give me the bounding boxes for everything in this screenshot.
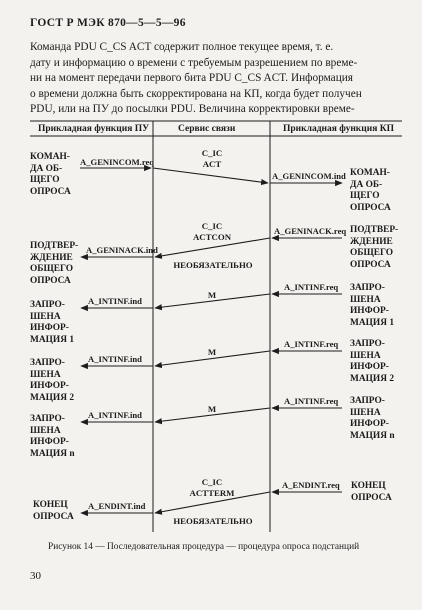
left-label-info-n bbox=[30, 414, 75, 460]
signal-genincom-ind: A_GENINCOM.ind bbox=[272, 171, 346, 181]
column-header-kp: Прикладная функция КП bbox=[283, 124, 395, 134]
column-header-service: Сервис связи bbox=[178, 124, 236, 134]
signal-intinf-ind-1: A_INTINF.ind bbox=[88, 296, 142, 306]
right-label-general-command bbox=[350, 168, 391, 214]
signal-endint-ind: A_ENDINT.ind bbox=[88, 501, 146, 511]
service-line: C_IC bbox=[201, 221, 223, 231]
left-label-info-1 bbox=[30, 300, 74, 346]
service-line: C_IC bbox=[201, 148, 223, 158]
signal-intinf-req-1: A_INTINF.req bbox=[284, 282, 339, 292]
service-line: ACT bbox=[202, 159, 222, 169]
label-line: КОМАН- bbox=[350, 168, 390, 178]
label-line: ОПРОСА bbox=[33, 511, 74, 522]
right-label-general-ack bbox=[350, 225, 398, 271]
label-line: МАЦИЯ 2 bbox=[30, 392, 75, 403]
label-line: ШЕНА bbox=[30, 425, 61, 436]
label-line: ЖДЕНИЕ bbox=[350, 236, 393, 247]
signal-intinf-req-2: A_INTINF.req bbox=[284, 339, 339, 349]
figure-caption: Рисунок 14 — Последовательная процедура — процедура опроса подстанций bbox=[48, 542, 360, 552]
label-line: ОПРОСА bbox=[30, 186, 71, 197]
label-line: ПОДТВЕР- bbox=[30, 241, 79, 251]
paragraph-line: о времени должна быть скорректирована на КП, когда будет получен bbox=[30, 87, 362, 100]
label-line: ЗАПРО- bbox=[350, 396, 385, 406]
label-line: МАЦИЯ n bbox=[30, 448, 75, 459]
signal-endint-req: A_ENDINT.req bbox=[282, 480, 340, 490]
label-line: КОНЕЦ bbox=[351, 481, 386, 491]
service-line: M bbox=[207, 290, 217, 300]
label-line: ОПРОСА bbox=[351, 492, 392, 503]
label-line: ОПРОСА bbox=[350, 259, 391, 270]
signal-intinf-ind-2: A_INTINF.ind bbox=[88, 354, 142, 364]
service-label-m-2 bbox=[205, 347, 219, 358]
arrow-service-act bbox=[153, 168, 268, 183]
paragraph-line: ни на момент передачи первого бита PDU C_CS ACT. Информация bbox=[30, 72, 353, 85]
paragraph-line: PDU, или на ПУ до посылки PDU. Величина корректировки време- bbox=[30, 103, 355, 116]
optional-note-1: НЕОБЯЗАТЕЛЬНО bbox=[173, 260, 253, 270]
right-label-info-n bbox=[350, 396, 395, 442]
label-line: ЗАПРО- bbox=[30, 358, 65, 368]
label-line: КОНЕЦ bbox=[33, 500, 68, 510]
label-line: МАЦИЯ 2 bbox=[350, 373, 395, 384]
label-line: ШЕНА bbox=[350, 407, 381, 418]
label-line: ЩЕГО bbox=[350, 191, 380, 201]
page-number: 30 bbox=[30, 570, 41, 582]
paragraph-line: дату и информацию о времени с требуемым разрешением по време- bbox=[30, 56, 358, 69]
right-label-info-1 bbox=[350, 283, 394, 329]
service-line: M bbox=[207, 347, 217, 357]
signal-intinf-ind-n: A_INTINF.ind bbox=[88, 410, 142, 420]
label-line: ОПРОСА bbox=[350, 202, 391, 213]
column-header-pu: Прикладная функция ПУ bbox=[38, 124, 150, 134]
service-label-act bbox=[190, 148, 234, 170]
label-line: ШЕНА bbox=[30, 369, 61, 380]
label-line: ИНФОР- bbox=[30, 381, 69, 391]
service-line: ACTCON bbox=[192, 232, 232, 242]
signal-intinf-req-n: A_INTINF.req bbox=[284, 396, 339, 406]
service-label-actterm bbox=[184, 477, 240, 499]
service-line: C_IC bbox=[201, 477, 223, 487]
label-line: ОПРОСА bbox=[30, 275, 71, 286]
label-line: ЗАПРО- bbox=[30, 414, 65, 424]
label-line: ИНФОР- bbox=[350, 362, 389, 372]
paragraph-line: Команда PDU C_CS ACT содержит полное текущее время, т. е. bbox=[30, 41, 334, 53]
label-line: МАЦИЯ n bbox=[350, 430, 395, 441]
signal-geninack-ind: A_GENINACK.ind bbox=[86, 245, 158, 255]
label-line: ШЕНА bbox=[350, 350, 381, 361]
left-label-end bbox=[33, 500, 74, 523]
left-label-info-2 bbox=[30, 358, 74, 404]
label-line: ЩЕГО bbox=[30, 175, 60, 185]
label-line: МАЦИЯ 1 bbox=[30, 334, 75, 345]
label-line: ШЕНА bbox=[30, 311, 61, 322]
label-line: ЖДЕНИЕ bbox=[30, 252, 73, 263]
label-line: ПОДТВЕР- bbox=[350, 225, 399, 235]
label-line: ЗАПРО- bbox=[350, 283, 385, 293]
signal-geninack-req: A_GENINACK.req bbox=[274, 226, 347, 236]
document-header: ГОСТ Р МЭК 870—5—5—96 bbox=[30, 17, 186, 29]
left-label-general-ack bbox=[30, 241, 78, 287]
label-line: ОБЩЕГО bbox=[350, 248, 394, 258]
right-label-end bbox=[351, 481, 392, 504]
label-line: ИНФОР- bbox=[350, 419, 389, 429]
label-line: ИНФОР- bbox=[350, 306, 389, 316]
right-label-info-2 bbox=[350, 339, 394, 385]
label-line: ИНФОР- bbox=[30, 323, 69, 333]
service-label-m-1 bbox=[205, 290, 219, 301]
label-line: ЗАПРО- bbox=[30, 300, 65, 310]
label-line: КОМАН- bbox=[30, 152, 70, 162]
signal-genincom-req: A_GENINCOM.req bbox=[80, 157, 155, 167]
label-line: МАЦИЯ 1 bbox=[350, 317, 395, 328]
label-line: ЗАПРО- bbox=[350, 339, 385, 349]
label-line: ДА ОБ- bbox=[30, 163, 63, 174]
service-line: ACTTERM bbox=[189, 488, 235, 498]
label-line: ШЕНА bbox=[350, 294, 381, 305]
service-line: M bbox=[207, 404, 217, 414]
label-line: ДА ОБ- bbox=[350, 179, 383, 190]
optional-note-2: НЕОБЯЗАТЕЛЬНО bbox=[173, 516, 253, 526]
label-line: ОБЩЕГО bbox=[30, 264, 74, 274]
service-label-actcon bbox=[186, 221, 238, 243]
service-label-m-n bbox=[205, 404, 219, 415]
left-label-general-command bbox=[30, 152, 71, 198]
label-line: ИНФОР- bbox=[30, 437, 69, 447]
